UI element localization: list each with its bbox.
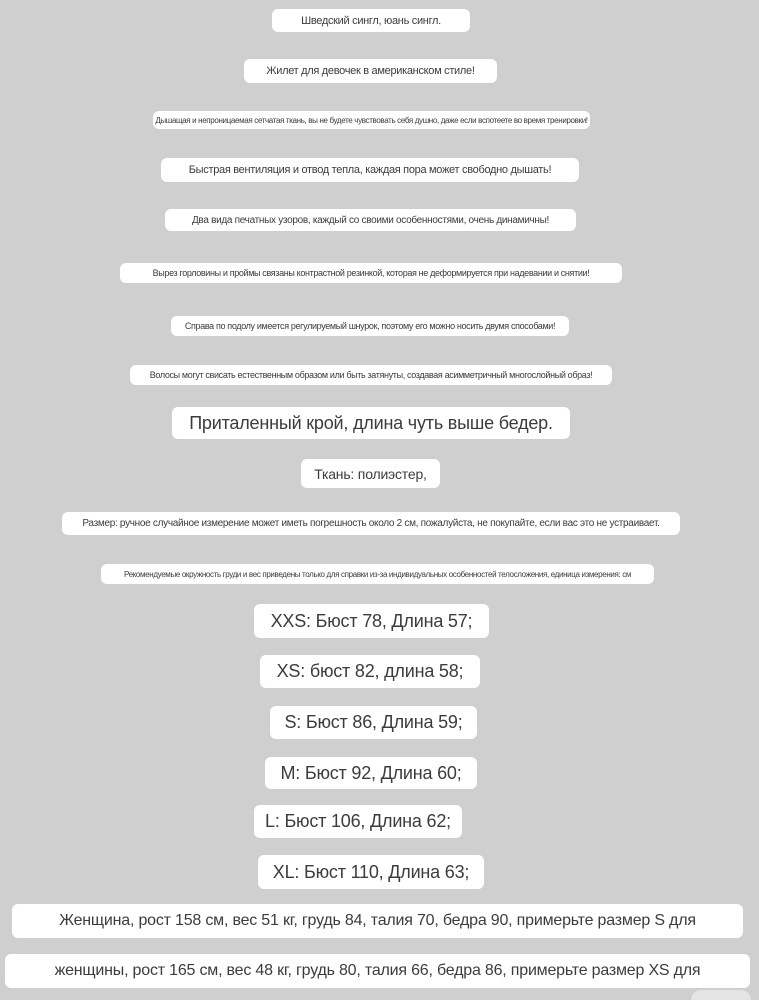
corner-overlay bbox=[691, 990, 751, 1000]
text-line: Справа по подолу имеется регулируемый шнурок, поэтому его можно носить двумя способами! bbox=[171, 316, 569, 336]
text-line: Рекомендуемые окружность груди и вес приведены только для справки из-за индивидуальных особенностей телосложения, единица измерения: см bbox=[101, 564, 654, 584]
fit-example-line: Женщина, рост 158 см, вес 51 кг, грудь 84, талия 70, бедра 90, примерьте размер S для bbox=[12, 904, 743, 938]
size-line: S: Бюст 86, Длина 59; bbox=[270, 706, 477, 739]
fit-example-line: женщины, рост 165 см, вес 48 кг, грудь 80, талия 66, бедра 86, примерьте размер XS для bbox=[5, 954, 750, 988]
text-line: Шведский сингл, юань сингл. bbox=[272, 9, 470, 32]
text-line: Жилет для девочек в американском стиле! bbox=[244, 59, 497, 83]
size-line: XL: Бюст 110, Длина 63; bbox=[258, 855, 484, 889]
size-line: XS: бюст 82, длина 58; bbox=[260, 655, 480, 688]
size-line: M: Бюст 92, Длина 60; bbox=[265, 757, 477, 789]
text-line: Два вида печатных узоров, каждый со своими особенностями, очень динамичны! bbox=[165, 209, 576, 231]
text-line: Приталенный крой, длина чуть выше бедер. bbox=[172, 407, 570, 439]
text-line: Волосы могут свисать естественным образом или быть затянуты, создавая асимметричный многослойный образ! bbox=[130, 365, 612, 385]
size-line: XXS: Бюст 78, Длина 57; bbox=[254, 604, 489, 638]
text-line: Вырез горловины и проймы связаны контрастной резинкой, которая не деформируется при надевании и снятии! bbox=[120, 263, 622, 283]
text-line: Дышащая и непроницаемая сетчатая ткань, вы не будете чувствовать себя душно, даже если вспотеете во время тренировки! bbox=[153, 111, 590, 129]
size-line: L: Бюст 106, Длина 62; bbox=[254, 805, 462, 838]
text-line: Размер: ручное случайное измерение может иметь погрешность около 2 см, пожалуйста, не покупайте, если вас это не устраивает. bbox=[62, 512, 680, 535]
text-line: Быстрая вентиляция и отвод тепла, каждая пора может свободно дышать! bbox=[161, 158, 579, 182]
text-line: Ткань: полиэстер, bbox=[301, 459, 440, 488]
